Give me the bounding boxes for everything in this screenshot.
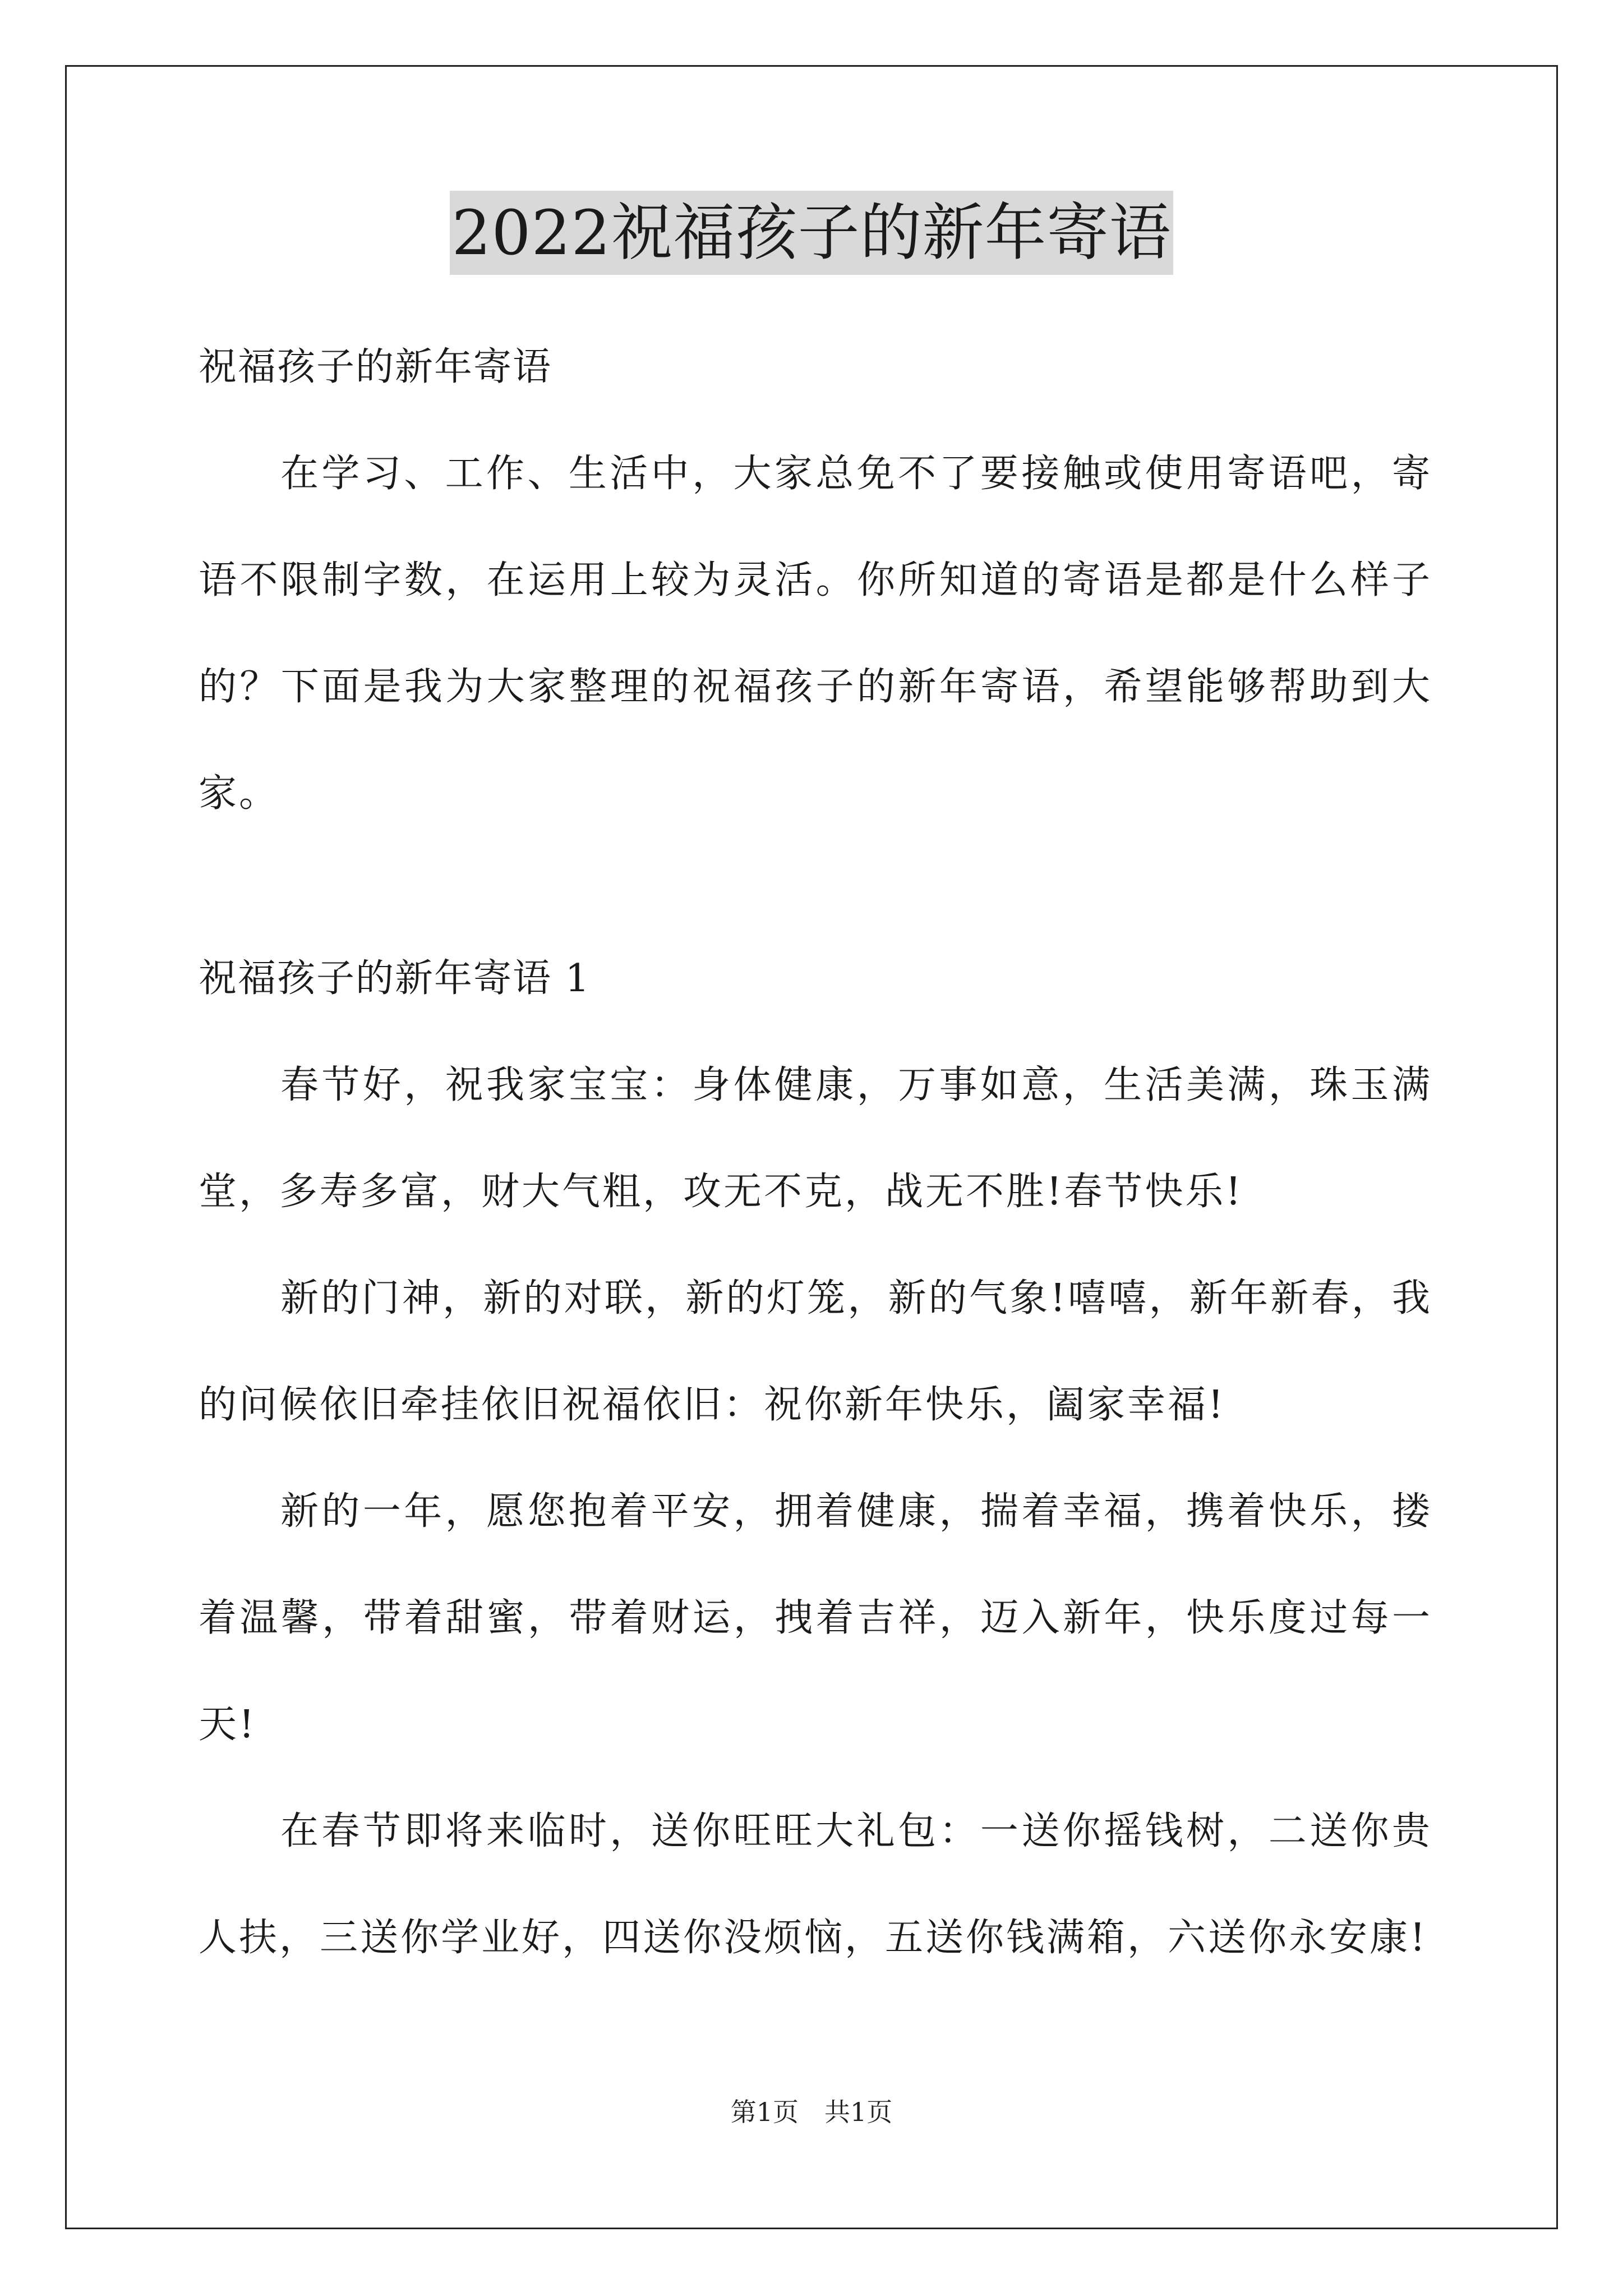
paragraph-1: 春节好，祝我家宝宝：身体健康，万事如意，生活美满，珠玉满堂，多寿多富，财大气粗，攻无不克，战无不胜!春节快乐! — [199, 1063, 1432, 1214]
page-footer: 第1页 共1页 — [730, 2097, 893, 2127]
document-subtitle: 祝福孩子的新年寄语 — [199, 345, 552, 389]
paragraph-3: 新的一年，愿您抱着平安，拥着健康，揣着幸福，携着快乐，搂着温馨，带着甜蜜，带着财运，拽着吉祥，迈入新年，快乐度过每一天! — [199, 1489, 1432, 1747]
document-title-text: 2022祝福孩子的新年寄语 — [450, 191, 1174, 275]
paragraph-4: 在春节即将来临时，送你旺旺大礼包：一送你摇钱树，二送你贵人扶，三送你学业好，四送你没烦恼，五送你钱满箱，六送你永安康! — [199, 1809, 1432, 1960]
section-gap — [199, 847, 1432, 926]
document-title — [0, 191, 1623, 275]
document-body — [199, 314, 1432, 1991]
section-heading: 祝福孩子的新年寄语 1 — [199, 956, 591, 1001]
intro-paragraph: 在学习、工作、生活中，大家总免不了要接触或使用寄语吧，寄语不限制字数，在运用上较为灵活。你所知道的寄语是都是什么样子的？下面是我为大家整理的祝福孩子的新年寄语，希望能够帮助到大家。 — [199, 452, 1432, 816]
paragraph-2: 新的门神，新的对联，新的灯笼，新的气象!嘻嘻，新年新春，我的问候依旧牵挂依旧祝福依旧：祝你新年快乐，阖家幸福! — [199, 1276, 1432, 1427]
